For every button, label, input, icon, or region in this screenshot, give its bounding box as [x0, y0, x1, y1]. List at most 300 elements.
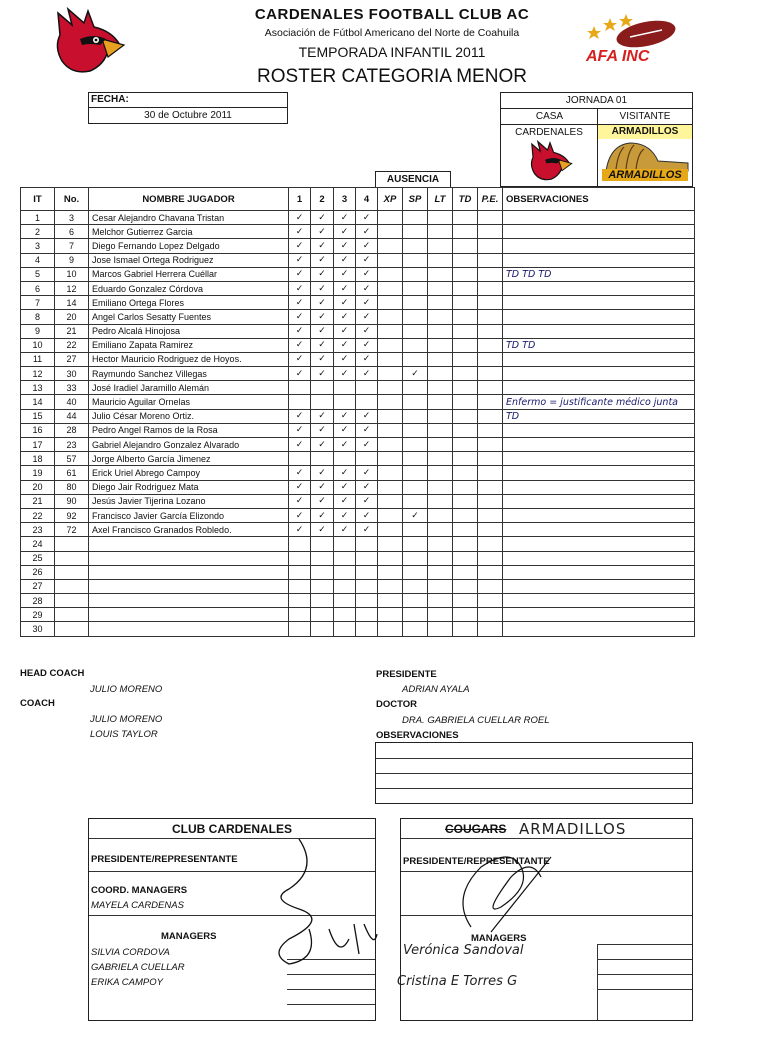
row-quarter-2-check: ✓ — [311, 281, 334, 295]
row-it: 20 — [21, 480, 55, 494]
row-lt — [428, 594, 453, 608]
table-row — [21, 239, 695, 253]
row-quarter-2-check — [311, 594, 334, 608]
col-header-5: 3 — [334, 188, 356, 211]
row-lt — [428, 423, 453, 437]
row-lt — [428, 508, 453, 522]
table-row — [21, 594, 695, 608]
row-quarter-3-check: ✓ — [334, 508, 356, 522]
row-xp — [378, 395, 403, 409]
row-xp — [378, 594, 403, 608]
row-player-name: Francisco Javier García Elizondo — [89, 508, 289, 522]
row-player-name: Mauricio Aguilar Ornelas — [89, 395, 289, 409]
row-sp — [403, 622, 428, 636]
row-quarter-3-check: ✓ — [334, 253, 356, 267]
row-quarter-1-check — [289, 551, 311, 565]
table-row — [21, 438, 695, 452]
row-sp — [403, 608, 428, 622]
row-xp — [378, 622, 403, 636]
row-lt — [428, 466, 453, 480]
row-quarter-1-check — [289, 608, 311, 622]
row-quarter-3-check: ✓ — [334, 423, 356, 437]
row-quarter-3-check: ✓ — [334, 409, 356, 423]
row-quarter-1-check: ✓ — [289, 253, 311, 267]
row-quarter-4-check: ✓ — [356, 409, 378, 423]
ausencia-header — [375, 171, 451, 188]
club-signature-icon — [259, 829, 379, 979]
row-it: 27 — [21, 579, 55, 593]
row-quarter-3-check — [334, 622, 356, 636]
row-observaciones — [503, 225, 695, 239]
col-header-6: 4 — [356, 188, 378, 211]
row-quarter-4-check: ✓ — [356, 508, 378, 522]
row-quarter-3-check: ✓ — [334, 352, 356, 366]
table-row — [21, 267, 695, 281]
row-number: 20 — [55, 310, 89, 324]
row-quarter-3-check — [334, 537, 356, 551]
row-player-name — [89, 537, 289, 551]
row-quarter-1-check: ✓ — [289, 296, 311, 310]
row-quarter-3-check — [334, 579, 356, 593]
row-sp: ✓ — [403, 508, 428, 522]
row-quarter-2-check: ✓ — [311, 494, 334, 508]
row-pe — [478, 381, 503, 395]
row-xp — [378, 253, 403, 267]
row-xp — [378, 494, 403, 508]
row-number: 7 — [55, 239, 89, 253]
row-td — [453, 296, 478, 310]
row-quarter-4-check — [356, 381, 378, 395]
row-player-name: Axel Francisco Granados Robledo. — [89, 523, 289, 537]
doctor-label: DOCTOR — [376, 699, 417, 710]
row-it: 12 — [21, 367, 55, 381]
row-quarter-4-check: ✓ — [356, 523, 378, 537]
row-number: 33 — [55, 381, 89, 395]
head-coach-name: JULIO MORENO — [90, 684, 163, 695]
row-sp — [403, 211, 428, 225]
row-quarter-2-check: ✓ — [311, 267, 334, 281]
col-header-12: OBSERVACIONES — [503, 188, 695, 211]
row-xp — [378, 565, 403, 579]
row-td — [453, 622, 478, 636]
row-player-name: Jesús Javier Tijerina Lozano — [89, 494, 289, 508]
row-xp — [378, 608, 403, 622]
row-number: 44 — [55, 409, 89, 423]
row-quarter-2-check — [311, 381, 334, 395]
row-lt — [428, 367, 453, 381]
row-observaciones — [503, 352, 695, 366]
row-quarter-4-check: ✓ — [356, 281, 378, 295]
visitante-team: ARMADILLOS — [598, 125, 692, 139]
club-manager-1: SILVIA CORDOVA — [91, 947, 170, 958]
row-pe — [478, 338, 503, 352]
row-observaciones — [503, 622, 695, 636]
row-quarter-1-check: ✓ — [289, 523, 311, 537]
row-quarter-2-check: ✓ — [311, 423, 334, 437]
row-quarter-4-check: ✓ — [356, 338, 378, 352]
row-pe — [478, 508, 503, 522]
table-row — [21, 281, 695, 295]
table-row — [21, 551, 695, 565]
row-xp — [378, 381, 403, 395]
row-player-name — [89, 594, 289, 608]
row-quarter-4-check: ✓ — [356, 438, 378, 452]
row-it: 25 — [21, 551, 55, 565]
row-quarter-2-check — [311, 537, 334, 551]
row-quarter-3-check — [334, 551, 356, 565]
row-quarter-2-check: ✓ — [311, 367, 334, 381]
row-observaciones — [503, 494, 695, 508]
presidente-label: PRESIDENTE — [376, 669, 437, 680]
row-xp — [378, 225, 403, 239]
row-sp — [403, 324, 428, 338]
row-player-name: Gabriel Alejandro Gonzalez Alvarado — [89, 438, 289, 452]
row-quarter-2-check: ✓ — [311, 310, 334, 324]
row-player-name: Raymundo Sanchez Villegas — [89, 367, 289, 381]
row-sp — [403, 494, 428, 508]
row-pe — [478, 296, 503, 310]
row-quarter-2-check: ✓ — [311, 352, 334, 366]
coach-name-2: LOUIS TAYLOR — [90, 729, 158, 740]
row-quarter-3-check: ✓ — [334, 523, 356, 537]
row-td — [453, 324, 478, 338]
row-quarter-1-check: ✓ — [289, 281, 311, 295]
club-coord-name: MAYELA CARDENAS — [91, 900, 184, 911]
row-quarter-2-check: ✓ — [311, 508, 334, 522]
row-quarter-4-check: ✓ — [356, 253, 378, 267]
row-xp — [378, 352, 403, 366]
row-quarter-1-check — [289, 395, 311, 409]
row-quarter-1-check: ✓ — [289, 352, 311, 366]
row-xp — [378, 466, 403, 480]
row-xp — [378, 310, 403, 324]
coach-name-1: JULIO MORENO — [90, 714, 163, 725]
ausencia-label: AUSENCIA — [386, 174, 440, 185]
association-name: Asociación de Fútbol Americano del Norte de Coahuila — [264, 27, 520, 39]
row-quarter-3-check: ✓ — [334, 310, 356, 324]
row-observaciones — [503, 508, 695, 522]
row-player-name — [89, 608, 289, 622]
row-quarter-3-check: ✓ — [334, 494, 356, 508]
afa-logo — [582, 12, 682, 68]
row-it: 29 — [21, 608, 55, 622]
row-quarter-3-check — [334, 452, 356, 466]
row-quarter-4-check: ✓ — [356, 494, 378, 508]
row-quarter-2-check — [311, 551, 334, 565]
row-it: 9 — [21, 324, 55, 338]
row-lt — [428, 225, 453, 239]
col-header-3: 1 — [289, 188, 311, 211]
row-observaciones — [503, 310, 695, 324]
row-player-name: Angel Carlos Sesatty Fuentes — [89, 310, 289, 324]
row-td — [453, 395, 478, 409]
roster-table — [20, 187, 695, 637]
row-observaciones — [503, 452, 695, 466]
row-number: 57 — [55, 452, 89, 466]
row-pe — [478, 480, 503, 494]
row-lt — [428, 438, 453, 452]
row-it: 3 — [21, 239, 55, 253]
row-number: 12 — [55, 281, 89, 295]
row-quarter-4-check: ✓ — [356, 239, 378, 253]
col-header-4: 2 — [311, 188, 334, 211]
row-quarter-1-check: ✓ — [289, 423, 311, 437]
fecha-box — [88, 92, 288, 124]
row-td — [453, 310, 478, 324]
row-quarter-2-check — [311, 608, 334, 622]
table-row — [21, 352, 695, 366]
row-pe — [478, 395, 503, 409]
row-quarter-1-check: ✓ — [289, 508, 311, 522]
row-quarter-3-check: ✓ — [334, 466, 356, 480]
season-title: TEMPORADA INFANTIL 2011 — [298, 44, 486, 60]
row-it: 16 — [21, 423, 55, 437]
row-lt — [428, 622, 453, 636]
row-pe — [478, 565, 503, 579]
row-pe — [478, 225, 503, 239]
row-player-name — [89, 551, 289, 565]
row-quarter-2-check: ✓ — [311, 296, 334, 310]
row-number — [55, 537, 89, 551]
table-row — [21, 310, 695, 324]
row-sp — [403, 310, 428, 324]
row-quarter-4-check — [356, 395, 378, 409]
row-quarter-2-check — [311, 395, 334, 409]
row-pe — [478, 494, 503, 508]
row-lt — [428, 395, 453, 409]
col-header-1: No. — [55, 188, 89, 211]
row-number: 10 — [55, 267, 89, 281]
row-quarter-4-check: ✓ — [356, 225, 378, 239]
row-pe — [478, 423, 503, 437]
row-it: 18 — [21, 452, 55, 466]
table-row — [21, 452, 695, 466]
row-number: 23 — [55, 438, 89, 452]
row-pe — [478, 594, 503, 608]
col-header-9: LT — [428, 188, 453, 211]
row-number: 92 — [55, 508, 89, 522]
row-it: 19 — [21, 466, 55, 480]
row-quarter-3-check: ✓ — [334, 296, 356, 310]
visitante-label: VISITANTE — [619, 111, 671, 122]
row-player-name: Hector Mauricio Rodriguez de Hoyos. — [89, 352, 289, 366]
row-xp — [378, 579, 403, 593]
row-pe — [478, 281, 503, 295]
row-observaciones — [503, 565, 695, 579]
observaciones-label: OBSERVACIONES — [376, 730, 459, 741]
row-quarter-1-check: ✓ — [289, 239, 311, 253]
row-quarter-1-check: ✓ — [289, 367, 311, 381]
row-quarter-3-check — [334, 381, 356, 395]
row-observaciones — [503, 480, 695, 494]
row-player-name — [89, 565, 289, 579]
col-header-2: NOMBRE JUGADOR — [89, 188, 289, 211]
row-observaciones: Enfermo = justificante médico junta — [503, 395, 695, 409]
row-td — [453, 523, 478, 537]
row-td — [453, 565, 478, 579]
row-td — [453, 381, 478, 395]
col-header-7: XP — [378, 188, 403, 211]
row-sp — [403, 338, 428, 352]
row-number: 3 — [55, 211, 89, 225]
visitor-box-struck-title: COUGARS — [445, 822, 507, 836]
club-title: CARDENALES FOOTBALL CLUB AC — [254, 6, 530, 23]
row-quarter-3-check: ✓ — [334, 267, 356, 281]
row-quarter-4-check — [356, 537, 378, 551]
row-quarter-2-check: ✓ — [311, 239, 334, 253]
row-quarter-2-check: ✓ — [311, 324, 334, 338]
row-number — [55, 551, 89, 565]
row-it: 28 — [21, 594, 55, 608]
row-xp — [378, 296, 403, 310]
row-observaciones — [503, 466, 695, 480]
row-xp — [378, 409, 403, 423]
row-td — [453, 508, 478, 522]
row-td — [453, 281, 478, 295]
row-quarter-2-check: ✓ — [311, 225, 334, 239]
row-it: 15 — [21, 409, 55, 423]
row-player-name: Cesar Alejandro Chavana Tristan — [89, 211, 289, 225]
row-quarter-4-check: ✓ — [356, 324, 378, 338]
row-number: 28 — [55, 423, 89, 437]
row-xp — [378, 281, 403, 295]
casa-team: CARDENALES — [515, 127, 583, 138]
row-lt — [428, 551, 453, 565]
row-sp — [403, 551, 428, 565]
table-row — [21, 423, 695, 437]
row-pe — [478, 367, 503, 381]
row-lt — [428, 579, 453, 593]
row-player-name: Eduardo Gonzalez Córdova — [89, 281, 289, 295]
row-quarter-4-check: ✓ — [356, 267, 378, 281]
row-xp — [378, 239, 403, 253]
row-observaciones — [503, 367, 695, 381]
row-quarter-4-check — [356, 594, 378, 608]
row-number: 22 — [55, 338, 89, 352]
row-quarter-1-check: ✓ — [289, 211, 311, 225]
row-sp — [403, 239, 428, 253]
visitor-managers-label: MANAGERS — [471, 933, 527, 944]
row-observaciones — [503, 324, 695, 338]
visitor-signature-icon — [431, 837, 571, 947]
row-lt — [428, 267, 453, 281]
casa-label: CASA — [535, 111, 564, 122]
row-xp — [378, 367, 403, 381]
row-it: 14 — [21, 395, 55, 409]
row-observaciones — [503, 523, 695, 537]
row-xp — [378, 438, 403, 452]
row-player-name: Marcos Gabriel Herrera Cuéllar — [89, 267, 289, 281]
club-managers-label: MANAGERS — [161, 931, 217, 942]
row-quarter-4-check: ✓ — [356, 352, 378, 366]
visitor-manager-2: Cristina E Torres G — [397, 974, 518, 989]
row-xp — [378, 338, 403, 352]
row-td — [453, 367, 478, 381]
col-header-0: IT — [21, 188, 55, 211]
row-quarter-3-check: ✓ — [334, 239, 356, 253]
row-number: 9 — [55, 253, 89, 267]
table-row — [21, 508, 695, 522]
row-pe — [478, 324, 503, 338]
row-quarter-2-check: ✓ — [311, 253, 334, 267]
row-observaciones — [503, 253, 695, 267]
row-quarter-1-check: ✓ — [289, 267, 311, 281]
row-quarter-3-check: ✓ — [334, 324, 356, 338]
row-td — [453, 438, 478, 452]
row-player-name: Pedro Angel Ramos de la Rosa — [89, 423, 289, 437]
jornada-box — [500, 92, 693, 187]
row-td — [453, 253, 478, 267]
row-player-name: Pedro Alcalá Hinojosa — [89, 324, 289, 338]
row-quarter-1-check — [289, 594, 311, 608]
head-coach-label: HEAD COACH — [20, 668, 85, 679]
row-sp — [403, 452, 428, 466]
table-row — [21, 296, 695, 310]
row-quarter-1-check: ✓ — [289, 338, 311, 352]
roster-header-row — [21, 188, 695, 211]
row-td — [453, 239, 478, 253]
doctor-name: DRA. GABRIELA CUELLAR ROEL — [402, 715, 550, 726]
row-sp — [403, 381, 428, 395]
table-row — [21, 324, 695, 338]
row-quarter-2-check — [311, 565, 334, 579]
table-row — [21, 338, 695, 352]
row-player-name: Diego Jair Rodriguez Mata — [89, 480, 289, 494]
row-pe — [478, 267, 503, 281]
row-number — [55, 594, 89, 608]
row-lt — [428, 352, 453, 366]
row-xp — [378, 551, 403, 565]
col-header-10: TD — [453, 188, 478, 211]
row-td — [453, 352, 478, 366]
row-sp — [403, 466, 428, 480]
row-sp — [403, 253, 428, 267]
row-td — [453, 338, 478, 352]
row-number — [55, 565, 89, 579]
row-td — [453, 423, 478, 437]
row-player-name: Erick Uriel Abrego Campoy — [89, 466, 289, 480]
row-td — [453, 480, 478, 494]
row-td — [453, 409, 478, 423]
row-sp — [403, 352, 428, 366]
club-box-title: CLUB CARDENALES — [172, 822, 292, 836]
col-header-11: P.E. — [478, 188, 503, 211]
row-quarter-4-check: ✓ — [356, 296, 378, 310]
row-pe — [478, 523, 503, 537]
row-sp — [403, 438, 428, 452]
table-row — [21, 565, 695, 579]
row-lt — [428, 480, 453, 494]
row-number: 80 — [55, 480, 89, 494]
row-player-name: Julio César Moreno Ortiz. — [89, 409, 289, 423]
row-quarter-2-check: ✓ — [311, 438, 334, 452]
table-row — [21, 480, 695, 494]
fecha-value: 30 de Octubre 2011 — [144, 110, 232, 121]
row-pe — [478, 579, 503, 593]
row-pe — [478, 608, 503, 622]
row-lt — [428, 211, 453, 225]
row-player-name — [89, 622, 289, 636]
row-quarter-1-check — [289, 565, 311, 579]
row-quarter-3-check: ✓ — [334, 367, 356, 381]
row-td — [453, 225, 478, 239]
row-xp — [378, 523, 403, 537]
row-it: 22 — [21, 508, 55, 522]
row-it: 13 — [21, 381, 55, 395]
row-observaciones — [503, 281, 695, 295]
row-quarter-4-check — [356, 565, 378, 579]
row-lt — [428, 281, 453, 295]
